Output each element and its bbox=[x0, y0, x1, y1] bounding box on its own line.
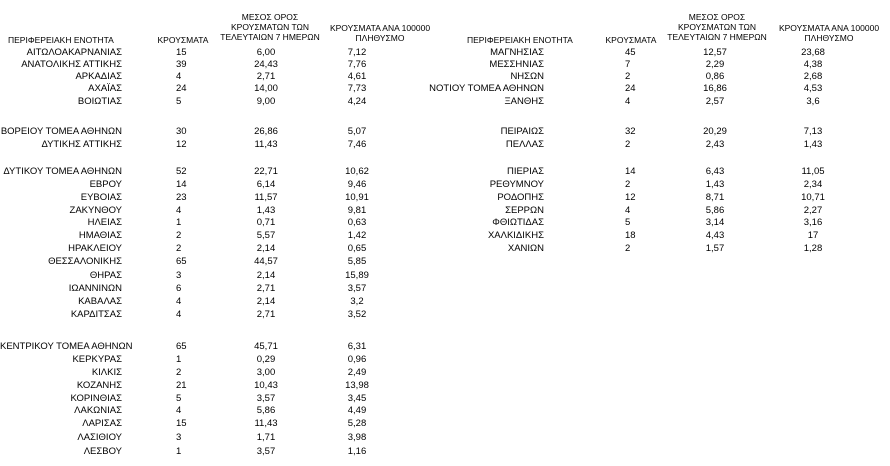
avg-value: 26,86 bbox=[254, 126, 278, 137]
table-row bbox=[423, 139, 890, 151]
table-row bbox=[0, 217, 445, 229]
avg-value: 2,14 bbox=[256, 296, 276, 307]
cases-value: 2 bbox=[625, 179, 631, 190]
region-name: ΘΗΡΑΣ bbox=[89, 270, 122, 281]
cases-value: 24 bbox=[625, 83, 636, 94]
avg-value: 3,14 bbox=[705, 217, 725, 228]
per-100k-value: 3,2 bbox=[350, 296, 364, 307]
per-100k-value: 2,34 bbox=[803, 179, 823, 190]
cases-value: 5 bbox=[625, 217, 631, 228]
per-100k-value: 9,81 bbox=[347, 205, 367, 216]
cases-value: 2 bbox=[176, 367, 182, 378]
avg-value: 11,43 bbox=[254, 139, 278, 150]
table-row bbox=[0, 393, 445, 405]
cases-value: 65 bbox=[176, 256, 187, 267]
left-header-avg-l1: ΜΕΣΟΣ ΟΡΟΣ bbox=[241, 12, 299, 22]
cases-value: 12 bbox=[176, 139, 187, 150]
cases-value: 2 bbox=[625, 71, 631, 82]
cases-value: 2 bbox=[625, 139, 631, 150]
per-100k-value: 4,24 bbox=[347, 96, 367, 107]
per-100k-value: 2,68 bbox=[803, 71, 823, 82]
region-name: ΕΥΒΟΙΑΣ bbox=[80, 192, 122, 203]
per-100k-value: 10,71 bbox=[801, 192, 825, 203]
region-name: ΛΕΣΒΟΥ bbox=[83, 446, 122, 457]
cases-value: 1 bbox=[176, 446, 182, 457]
avg-value: 5,57 bbox=[256, 230, 276, 241]
per-100k-value: 1,42 bbox=[347, 230, 367, 241]
per-100k-value: 13,98 bbox=[345, 380, 369, 391]
avg-value: 4,43 bbox=[705, 230, 725, 241]
left-header-avg-l3: ΤΕΛΕΥΤΑΙΩΝ 7 ΗΜΕΡΩΝ bbox=[220, 32, 320, 42]
cases-value: 21 bbox=[176, 380, 187, 391]
table-row bbox=[0, 96, 445, 108]
table-row bbox=[0, 432, 445, 444]
region-name: ΝΗΣΩΝ bbox=[510, 71, 544, 82]
per-100k-value: 7,13 bbox=[803, 126, 823, 137]
region-name: ΖΑΚΥΝΘΟΥ bbox=[69, 205, 122, 216]
avg-value: 2,71 bbox=[256, 283, 276, 294]
cases-value: 12 bbox=[625, 192, 636, 203]
avg-value: 12,57 bbox=[703, 47, 727, 58]
table-row bbox=[423, 217, 890, 229]
per-100k-value: 2,27 bbox=[803, 205, 823, 216]
cases-value: 14 bbox=[176, 179, 187, 190]
region-name: ΠΕΛΛΑΣ bbox=[505, 139, 544, 150]
cases-value: 5 bbox=[176, 96, 182, 107]
table-row bbox=[423, 59, 890, 71]
region-name: ΔΥΤΙΚΟΥ ΤΟΜΕΑ ΑΘΗΝΩΝ bbox=[3, 166, 122, 177]
cases-value: 1 bbox=[176, 217, 182, 228]
region-name: ΠΙΕΡΙΑΣ bbox=[506, 166, 544, 177]
table-row bbox=[0, 179, 445, 191]
left-header-region: ΠΕΡΙΦΕΡΕΙΑΚΗ ΕΝΟΤΗΤΑ bbox=[8, 35, 114, 45]
region-name: ΚΕΝΤΡΙΚΟΥ ΤΟΜΕΑ ΑΘΗΝΩΝ bbox=[0, 341, 133, 352]
region-name: ΡΟΔΟΠΗΣ bbox=[497, 192, 544, 203]
left-header-per-l1: ΚΡΟΥΣΜΑΤΑ ΑΝΑ 100000 bbox=[329, 23, 431, 33]
avg-value: 5,86 bbox=[256, 405, 276, 416]
table-row bbox=[423, 192, 890, 204]
table-row bbox=[423, 47, 890, 59]
left-header-cases: ΚΡΟΥΣΜΑΤΑ bbox=[157, 35, 209, 45]
cases-value: 4 bbox=[176, 405, 182, 416]
right-header-cases: ΚΡΟΥΣΜΑΤΑ bbox=[605, 35, 657, 45]
per-100k-value: 6,31 bbox=[347, 341, 367, 352]
region-name: ΚΑΒΑΛΑΣ bbox=[78, 296, 122, 307]
cases-value: 4 bbox=[176, 309, 182, 320]
right-header-avg-l3: ΤΕΛΕΥΤΑΙΩΝ 7 ΗΜΕΡΩΝ bbox=[667, 32, 767, 42]
per-100k-value: 0,63 bbox=[347, 217, 367, 228]
region-name: ΗΛΕΙΑΣ bbox=[87, 217, 122, 228]
right-header-per-l2: ΠΛΗΘΥΣΜΟ bbox=[804, 33, 854, 43]
cases-value: 24 bbox=[176, 83, 187, 94]
region-name: ΚΙΛΚΙΣ bbox=[91, 367, 122, 378]
region-name: ΒΟΙΩΤΙΑΣ bbox=[77, 96, 122, 107]
region-name: ΘΕΣΣΑΛΟΝΙΚΗΣ bbox=[48, 256, 122, 267]
cases-value: 4 bbox=[625, 96, 631, 107]
cases-value: 2 bbox=[176, 230, 182, 241]
table-row bbox=[423, 243, 890, 255]
per-100k-value: 7,73 bbox=[347, 83, 367, 94]
avg-value: 24,43 bbox=[254, 59, 278, 70]
region-name: ΕΒΡΟΥ bbox=[89, 179, 122, 190]
avg-value: 2,29 bbox=[705, 59, 725, 70]
avg-value: 11,43 bbox=[254, 418, 278, 429]
avg-value: 6,43 bbox=[705, 166, 725, 177]
table-row bbox=[0, 59, 445, 71]
region-name: ΔΥΤΙΚΗΣ ΑΤΤΙΚΗΣ bbox=[41, 139, 122, 150]
cases-value: 1 bbox=[176, 354, 182, 365]
right-header-per bbox=[768, 23, 890, 43]
region-name: ΛΑΣΙΘΙΟΥ bbox=[77, 432, 122, 443]
per-100k-value: 1,28 bbox=[803, 243, 823, 254]
table-row bbox=[423, 179, 890, 191]
avg-value: 2,57 bbox=[705, 96, 725, 107]
region-name: ΝΟΤΙΟΥ ΤΟΜΕΑ ΑΘΗΝΩΝ bbox=[429, 83, 544, 94]
region-name: ΑΧΑΪΑΣ bbox=[88, 83, 122, 94]
cases-value: 52 bbox=[176, 166, 187, 177]
region-name: ΦΘΙΩΤΙΔΑΣ bbox=[492, 217, 544, 228]
region-name: ΛΑΡΙΣΑΣ bbox=[82, 418, 122, 429]
table-row bbox=[0, 296, 445, 308]
cases-value: 4 bbox=[176, 71, 182, 82]
avg-value: 3,00 bbox=[256, 367, 276, 378]
per-100k-value: 3,45 bbox=[347, 393, 367, 404]
table-row bbox=[423, 83, 890, 95]
table-row bbox=[0, 256, 445, 268]
right-header-avg-l1: ΜΕΣΟΣ ΟΡΟΣ bbox=[688, 12, 746, 22]
region-name: ΗΜΑΘΙΑΣ bbox=[78, 230, 122, 241]
region-name: ΙΩΑΝΝΙΝΩΝ bbox=[68, 283, 122, 294]
avg-value: 0,71 bbox=[256, 217, 276, 228]
cases-value: 23 bbox=[176, 192, 187, 203]
table-row bbox=[0, 139, 445, 151]
avg-value: 45,71 bbox=[254, 341, 278, 352]
per-100k-value: 0,96 bbox=[347, 354, 367, 365]
per-100k-value: 10,91 bbox=[345, 192, 369, 203]
table-row bbox=[0, 283, 445, 295]
avg-value: 6,14 bbox=[256, 179, 276, 190]
per-100k-value: 5,28 bbox=[347, 418, 367, 429]
per-100k-value: 5,07 bbox=[347, 126, 367, 137]
region-name: ΡΕΘΥΜΝΟΥ bbox=[489, 179, 544, 190]
avg-value: 2,71 bbox=[256, 309, 276, 320]
cases-value: 45 bbox=[625, 47, 636, 58]
cases-value: 15 bbox=[176, 418, 187, 429]
table-row bbox=[423, 96, 890, 108]
avg-value: 2,71 bbox=[256, 71, 276, 82]
cases-value: 14 bbox=[625, 166, 636, 177]
right-header-avg-l2: ΚΡΟΥΣΜΑΤΩΝ ΤΩΝ bbox=[678, 22, 756, 32]
region-name: ΑΝΑΤΟΛΙΚΗΣ ΑΤΤΙΚΗΣ bbox=[21, 59, 122, 70]
region-name: ΛΑΚΩΝΙΑΣ bbox=[74, 405, 122, 416]
avg-value: 5,86 bbox=[705, 205, 725, 216]
per-100k-value: 3,98 bbox=[347, 432, 367, 443]
cases-value: 7 bbox=[625, 59, 631, 70]
region-name: ΠΕΙΡΑΙΩΣ bbox=[500, 126, 544, 137]
per-100k-value: 3,52 bbox=[347, 309, 367, 320]
left-header-per-l2: ΠΛΗΘΥΣΜΟ bbox=[355, 33, 405, 43]
table-row bbox=[0, 192, 445, 204]
cases-value: 4 bbox=[625, 205, 631, 216]
per-100k-value: 15,89 bbox=[345, 270, 369, 281]
avg-value: 16,86 bbox=[703, 83, 727, 94]
cases-value: 3 bbox=[176, 270, 182, 281]
cases-value: 4 bbox=[176, 205, 182, 216]
region-name: ΣΕΡΡΩΝ bbox=[505, 205, 544, 216]
avg-value: 10,43 bbox=[254, 380, 278, 391]
left-header-avg bbox=[210, 12, 330, 42]
avg-value: 3,57 bbox=[256, 446, 276, 457]
region-name: ΗΡΑΚΛΕΙΟΥ bbox=[68, 243, 122, 254]
per-100k-value: 2,49 bbox=[347, 367, 367, 378]
region-name: ΧΑΝΙΩΝ bbox=[507, 243, 544, 254]
cases-value: 65 bbox=[176, 341, 187, 352]
per-100k-value: 1,16 bbox=[347, 446, 367, 457]
per-100k-value: 10,62 bbox=[345, 166, 369, 177]
per-100k-value: 4,49 bbox=[347, 405, 367, 416]
avg-value: 1,43 bbox=[256, 205, 276, 216]
cases-value: 18 bbox=[625, 230, 636, 241]
region-name: ΜΕΣΣΗΝΙΑΣ bbox=[489, 59, 544, 70]
avg-value: 8,71 bbox=[705, 192, 725, 203]
cases-value: 6 bbox=[176, 283, 182, 294]
table-row bbox=[0, 83, 445, 95]
table-row bbox=[0, 205, 445, 217]
table-row bbox=[0, 126, 445, 138]
table-row bbox=[0, 354, 445, 366]
region-name: ΞΑΝΘΗΣ bbox=[504, 96, 544, 107]
cases-value: 2 bbox=[176, 243, 182, 254]
cases-value: 4 bbox=[176, 296, 182, 307]
table-row bbox=[0, 341, 445, 353]
per-100k-value: 7,46 bbox=[347, 139, 367, 150]
region-name: ΚΟΖΑΝΗΣ bbox=[76, 380, 122, 391]
avg-value: 0,29 bbox=[256, 354, 276, 365]
table-row bbox=[0, 446, 445, 458]
region-name: ΧΑΛΚΙΔΙΚΗΣ bbox=[487, 230, 544, 241]
avg-value: 1,43 bbox=[705, 179, 725, 190]
per-100k-value: 3,16 bbox=[803, 217, 823, 228]
avg-value: 14,00 bbox=[254, 83, 278, 94]
avg-value: 6,00 bbox=[256, 47, 276, 58]
right-header-region: ΠΕΡΙΦΕΡΕΙΑΚΗ ΕΝΟΤΗΤΑ bbox=[467, 35, 573, 45]
per-100k-value: 23,68 bbox=[801, 47, 825, 58]
table-row bbox=[0, 405, 445, 417]
cases-value: 3 bbox=[176, 432, 182, 443]
table-row bbox=[423, 126, 890, 138]
per-100k-value: 4,53 bbox=[803, 83, 823, 94]
table-row bbox=[0, 270, 445, 282]
cases-value: 5 bbox=[176, 393, 182, 404]
cases-value: 2 bbox=[625, 243, 631, 254]
cases-value: 39 bbox=[176, 59, 187, 70]
right-header-per-l1: ΚΡΟΥΣΜΑΤΑ ΑΝΑ 100000 bbox=[778, 23, 880, 33]
avg-value: 9,00 bbox=[256, 96, 276, 107]
table-row bbox=[0, 309, 445, 321]
per-100k-value: 9,46 bbox=[347, 179, 367, 190]
avg-value: 1,71 bbox=[256, 432, 276, 443]
per-100k-value: 3,6 bbox=[806, 96, 820, 107]
region-name: ΑΡΚΑΔΙΑΣ bbox=[75, 71, 122, 82]
right-header-avg bbox=[657, 12, 777, 42]
avg-value: 2,43 bbox=[705, 139, 725, 150]
table-row bbox=[423, 230, 890, 242]
avg-value: 44,57 bbox=[254, 256, 278, 267]
per-100k-value: 3,57 bbox=[347, 283, 367, 294]
table-row bbox=[0, 47, 445, 59]
per-100k-value: 5,85 bbox=[347, 256, 367, 267]
per-100k-value: 17 bbox=[807, 230, 819, 241]
region-name: ΚΕΡΚΥΡΑΣ bbox=[72, 354, 122, 365]
table-row bbox=[0, 380, 445, 392]
per-100k-value: 4,38 bbox=[803, 59, 823, 70]
per-100k-value: 1,43 bbox=[803, 139, 823, 150]
cases-value: 30 bbox=[176, 126, 187, 137]
per-100k-value: 7,76 bbox=[347, 59, 367, 70]
left-header-avg-l2: ΚΡΟΥΣΜΑΤΩΝ ΤΩΝ bbox=[231, 22, 309, 32]
avg-value: 20,29 bbox=[703, 126, 727, 137]
table-row bbox=[0, 166, 445, 178]
per-100k-value: 0,65 bbox=[347, 243, 367, 254]
region-name: ΚΟΡΙΝΘΙΑΣ bbox=[70, 393, 122, 404]
table-row bbox=[0, 367, 445, 379]
region-name: ΚΑΡΔΙΤΣΑΣ bbox=[70, 309, 122, 320]
per-100k-value: 11,05 bbox=[801, 166, 825, 177]
region-name: ΜΑΓΝΗΣΙΑΣ bbox=[490, 47, 544, 58]
avg-value: 2,14 bbox=[256, 270, 276, 281]
avg-value: 0,86 bbox=[705, 71, 725, 82]
table-row bbox=[423, 205, 890, 217]
avg-value: 22,71 bbox=[254, 166, 278, 177]
cases-value: 15 bbox=[176, 47, 187, 58]
region-name: ΑΙΤΩΛΟΑΚΑΡΝΑΝΙΑΣ bbox=[26, 47, 122, 58]
table-row bbox=[0, 71, 445, 83]
region-name: ΒΟΡΕΙΟΥ ΤΟΜΕΑ ΑΘΗΝΩΝ bbox=[0, 126, 122, 137]
per-100k-value: 4,61 bbox=[347, 71, 367, 82]
table-row bbox=[0, 230, 445, 242]
table-row bbox=[423, 166, 890, 178]
per-100k-value: 7,12 bbox=[347, 47, 367, 58]
avg-value: 3,57 bbox=[256, 393, 276, 404]
avg-value: 2,14 bbox=[256, 243, 276, 254]
table-row bbox=[423, 71, 890, 83]
table-row bbox=[0, 243, 445, 255]
avg-value: 11,57 bbox=[254, 192, 278, 203]
cases-value: 32 bbox=[625, 126, 636, 137]
table-row bbox=[0, 418, 445, 430]
avg-value: 1,57 bbox=[705, 243, 725, 254]
left-header-per bbox=[320, 23, 440, 43]
